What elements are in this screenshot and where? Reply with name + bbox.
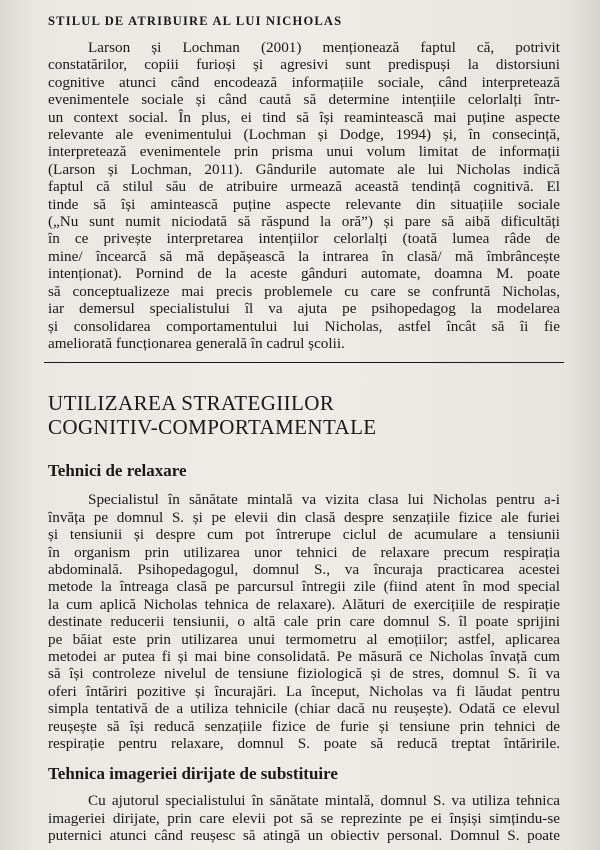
text-line: și consolidarea comportamentului lui Nicholas, astfel încât să îi fie — [48, 317, 560, 335]
section-title-guided-imagery: Tehnica imageriei dirijate de substituire — [48, 764, 338, 784]
text-line: Specialistul în sănătate mintală va vizita clasa lui Nicholas pentru a-i — [88, 491, 560, 509]
chapter-title-line1: UTILIZAREA STRATEGIILOR — [48, 391, 335, 416]
text-line: (Larson și Lochman, 2011). Gândurile automate ale lui Nicholas indică — [48, 160, 560, 178]
text-line: și tensiunii și despre cum pot întrerupe ciclul de acumulare a tensiunii — [48, 526, 560, 544]
chapter-title-line2: COGNITIV-COMPORTAMENTALE — [48, 415, 377, 440]
text-line: abdominală. Psihopedagogul, domnul S., va încuraja practicarea acestei — [48, 560, 560, 578]
paragraph-relaxation — [48, 491, 560, 752]
text-line: simpla tentativă de a utiliza tehnicile (chiar dacă nu reușește). Odată ce elevul — [48, 700, 560, 718]
text-line: („Nu sunt numit niciodată să răspund la oră”) și pare să aibă dificultăți — [48, 213, 560, 231]
text-line: învăța pe domnul S. și pe elevii din clasă despre senzațiile fizice ale furiei — [48, 508, 560, 526]
text-line: intenționat). Pornind de la aceste gânduri automate, doamna M. poate — [48, 265, 560, 283]
text-line: în ce privește interpretarea intențiilor celorlalți (toată lumea râde de — [48, 230, 560, 248]
text-line: în organism prin utilizarea unor tehnici de relaxare precum respirația — [48, 543, 560, 561]
text-line: puternici atunci când reușesc să atingă un obiectiv personal. Domnul S. poate — [48, 827, 560, 845]
text-line: cognitive atunci când encodează informațiile sociale, când interpretează — [48, 73, 560, 91]
text-line: Cu ajutorul specialistului în sănătate mintală, domnul S. va utiliza tehnica — [88, 792, 560, 810]
text-line: Larson și Lochman (2001) menționează faptul că, potrivit — [88, 39, 560, 56]
text-line: constatărilor, copiii furioși și agresivi sunt predispuși la distorsiuni — [48, 56, 560, 74]
text-line: destinate reducerii tensiunii, o altă cale prin care domnul S. îl poate sprijini — [48, 613, 560, 631]
chapter-title — [48, 391, 560, 439]
text-line: să conceptualizeze mai precis problemele cu care se confruntă Nicholas, — [48, 282, 560, 300]
text-line: un context social. În plus, ei tind să își reamintească mai puține aspecte — [48, 108, 560, 126]
text-line: iar demersul specialistului îl va ajuta pe psihopedagog la modelarea — [48, 300, 560, 318]
paragraph-guided-imagery — [48, 792, 560, 844]
section-divider — [44, 362, 564, 363]
text-line: oferi întăriri pozitive și încurajări. La început, Nicholas va fi lăudat pentru — [48, 682, 560, 700]
text-line: respirație pentru relaxare, domnul S. poate să reducă treptat întăririle. — [48, 735, 560, 752]
text-line: tinde să își amintească puține aspecte relevante din situațiile sociale — [48, 195, 560, 213]
text-line: imageriei dirijate, prin care elevii pot să se reprezinte pe ei înșiși simțindu-se — [48, 809, 560, 827]
text-line: metode la întreaga clasă pe parcursul întregii zile (fiind atent în mod special — [48, 578, 560, 596]
section-title-relaxation: Tehnici de relaxare — [48, 461, 187, 481]
text-line: reușește să își reducă senzațiile fizice de furie și tensiune prin tehnici de — [48, 717, 560, 735]
text-line: interpretează evenimentele prin prisma unui volum limitat de informații — [48, 143, 560, 161]
text-line: să își controleze nivelul de tensiune fiziologică și de stres, domnul S. îi va — [48, 665, 560, 683]
text-line: la cum aplică Nicholas tehnica de relaxare). Alături de exercițiile de respirație — [48, 595, 560, 613]
text-line: faptul că stilul său de atribuire urmează această tendință cognitivă. El — [48, 178, 560, 196]
text-line: mine/ încearcă să mă depășească la intrarea în clasă/ mă îmbrâncește — [48, 247, 560, 265]
running-head: STILUL DE ATRIBUIRE AL LUI NICHOLAS — [48, 14, 343, 28]
paragraph-attribution-style — [48, 39, 560, 352]
text-line: metodei ar putea fi și mai bine consolidată. Pe măsură ce Nicholas învață cum — [48, 647, 560, 665]
text-line: evenimentele sociale și când caută să determine intențiile celorlalți într- — [48, 91, 560, 109]
text-line: pe băiat este prin utilizarea unui termometru al emoțiilor; astfel, aplicarea — [48, 630, 560, 648]
text-line: ameliorată funcționarea generală în cadrul școlii. — [48, 334, 345, 352]
text-line: relevante ale evenimentului (Lochman și Dodge, 1994) și, în consecință, — [48, 126, 560, 144]
